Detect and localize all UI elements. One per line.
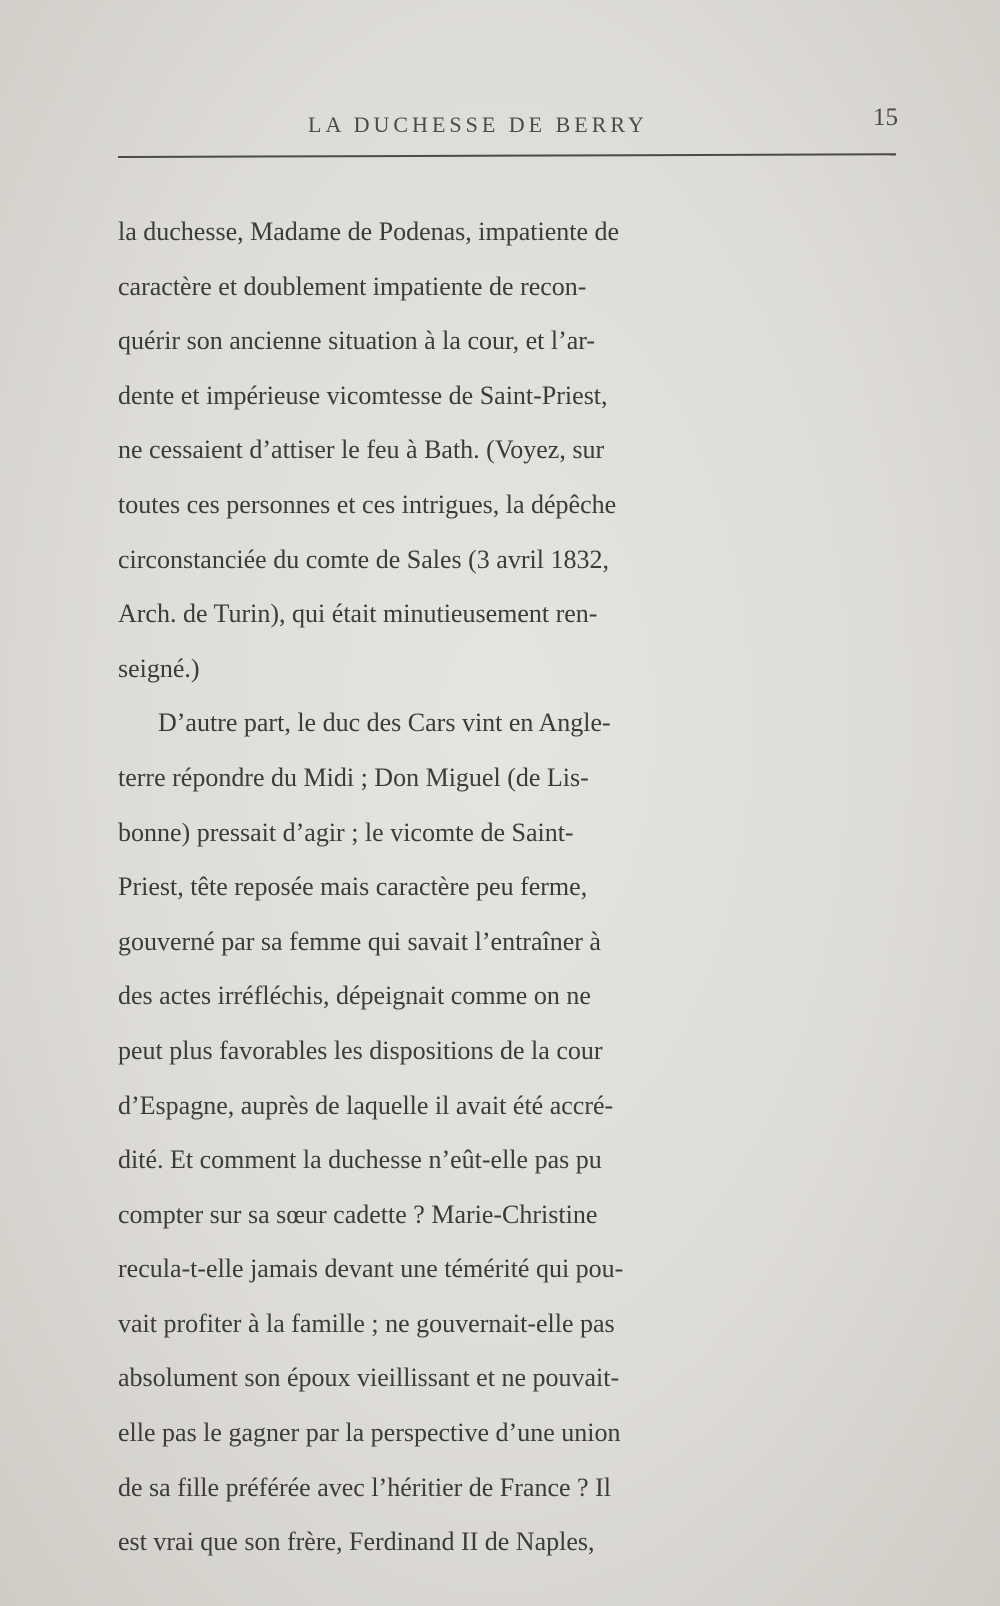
text-line: bonne) pressait d’agir ; le vicomte de Saint- <box>118 817 574 847</box>
text-line: toutes ces personnes et ces intrigues, la dépêche <box>118 489 617 519</box>
text-line: caractère et doublement impatiente de recon- <box>118 271 587 301</box>
running-title: LA DUCHESSE DE BERRY <box>308 112 648 137</box>
text-line: Arch. de Turin), qui était minutieusement ren- <box>118 599 598 629</box>
page-number: 15 <box>873 104 898 131</box>
text-line: vait profiter à la famille ; ne gouvernait-elle pas <box>118 1308 615 1338</box>
text-line: la duchesse, Madame de Podenas, impatiente de <box>118 217 620 246</box>
text-line: d’Espagne, auprès de laquelle il avait été accré- <box>118 1090 614 1120</box>
paragraph-first-line: D’autre part, le duc des Cars vint en Angle- <box>158 708 611 738</box>
body-text <box>118 205 918 1570</box>
text-line: Priest, tête reposée mais caractère peu ferme, <box>118 872 588 902</box>
text-line: est vrai que son frère, Ferdinand II de Naples, <box>118 1527 595 1557</box>
text-line: de sa fille préférée avec l’héritier de France ? Il <box>118 1472 611 1502</box>
text-line: seigné.) <box>118 653 200 683</box>
text-line: circonstanciée du comte de Sales (3 avril 1832, <box>118 544 609 574</box>
text-line: absolument son époux vieillissant et ne pouvait- <box>118 1363 620 1393</box>
text-line: gouverné par sa femme qui savait l’entraîner à <box>118 926 601 956</box>
text-line: peut plus favorables les dispositions de la cour <box>118 1035 603 1065</box>
text-line: ne cessaient d’attiser le feu à Bath. (Voyez, sur <box>118 435 605 465</box>
text-line: compter sur sa sœur cadette ? Marie-Christine <box>118 1199 598 1229</box>
text-line: terre répondre du Midi ; Don Miguel (de Lis- <box>118 762 589 792</box>
running-head <box>118 100 898 140</box>
header-rule <box>118 153 896 158</box>
text-line: dente et impérieuse vicomtesse de Saint-Priest, <box>118 380 608 410</box>
text-line: recula-t-elle jamais devant une témérité qui pou- <box>118 1254 624 1284</box>
text-line: elle pas le gagner par la perspective d’une union <box>118 1418 621 1448</box>
text-line: dité. Et comment la duchesse n’eût-elle pas pu <box>118 1145 602 1175</box>
text-line: des actes irréfléchis, dépeignait comme on ne <box>118 981 591 1011</box>
text-line: quérir son ancienne situation à la cour, et l’ar- <box>118 326 596 356</box>
